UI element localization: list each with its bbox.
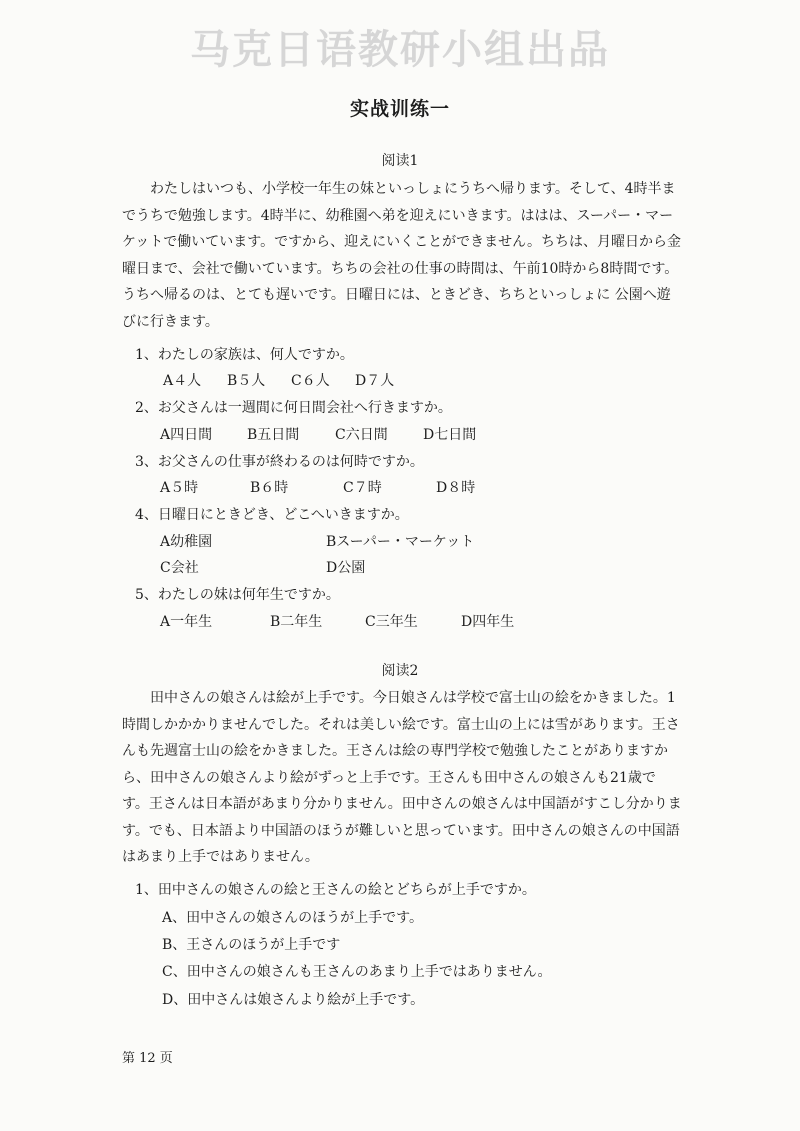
q5-option-a: A一年生 [160, 614, 213, 630]
q3-option-a: A５時 [160, 480, 199, 496]
q2-option-a: A四日間 [160, 427, 213, 443]
q3-option-c: C７時 [343, 480, 382, 496]
q3-option-d: D８時 [436, 480, 476, 496]
q4-option-d: D公園 [326, 560, 366, 576]
q2-option-c: C六日間 [335, 427, 388, 443]
r2-option-a: A、田中さんの娘さんのほうが上手です。 [162, 910, 423, 926]
q1-option-b: B５人 [227, 373, 266, 389]
q4-option-b: Bスーパー・マーケット [326, 534, 475, 550]
q3-option-b: B６時 [250, 480, 289, 496]
reading2-question-1: 1、田中さんの娘さんの絵と王さんの絵とどちらが上手ですか。 [135, 882, 536, 898]
r2-option-b: B、王さんのほうが上手です [162, 937, 341, 953]
q5-option-c: C三年生 [365, 614, 418, 630]
reading1-question-1: 1、わたしの家族は、何人ですか。 [135, 347, 354, 363]
reading2-passage-text: 田中さんの娘さんは絵が上手です。今日娘さんは学校で富士山の絵をかきました。1時間しかかかりませんでした。それは美しい絵です。富士山の上には雪があります。王さんも先週富士山の絵をかきました。王さんは絵の専門学校で勉強したことがありますから、田中さんの娘さんより絵がずっと上手です。王さんも田中さんの娘さんも21歳です。王さんは日本語があまり分かりません。田中さんの娘さんは中国語がすこし分かります。でも、日本語より中国語のほうが難しいと思っています。田中さんの娘さんの中国語はあまり上手ではありません。 [122, 690, 682, 865]
reading1-question-5: 5、わたしの妹は何年生ですか。 [135, 587, 340, 603]
r2-option-d: D、田中さんは娘さんより絵が上手です。 [162, 992, 425, 1008]
reading2-heading: 阅读2 [381, 663, 419, 679]
watermark: 马克日语教研小组出品 [190, 27, 610, 73]
q5-option-b: B二年生 [270, 614, 323, 630]
reading1-passage-text: わたしはいつも、小学校一年生の妹といっしょにうちへ帰ります。そして、4時半までうちで勉強します。4時半に、幼稚園へ弟を迎えにいきます。ははは、スーパー・マーケットで働いています。ですから、迎えにいくことができません。ちちは、月曜日から金曜日まで、会社で働いています。ちちの会社の仕事の時間は、午前10時から8時間です。うちへ帰るのは、とても遅いです。日曜日には、ときどき、ちちといっしょに 公園へ遊びに行きます。 [122, 181, 682, 330]
q1-option-d: D７人 [355, 373, 395, 389]
reading1-passage [122, 176, 682, 335]
reading1-heading: 阅读1 [381, 153, 419, 169]
q2-option-b: B五日間 [247, 427, 300, 443]
q2-option-d: D七日間 [423, 427, 477, 443]
page-title: 实战训练一 [349, 98, 450, 120]
reading1-question-3: 3、お父さんの仕事が終わるのは何時ですか。 [135, 454, 424, 470]
r2-option-c: C、田中さんの娘さんも王さんのあまり上手ではありません。 [162, 964, 552, 980]
q1-option-a: A４人 [163, 373, 202, 389]
q1-option-c: C６人 [291, 373, 330, 389]
q4-option-a: A幼稚園 [160, 534, 213, 550]
reading1-question-2: 2、お父さんは一週間に何日間会社へ行きますか。 [135, 400, 452, 416]
q5-option-d: D四年生 [461, 614, 515, 630]
reading1-question-4: 4、日曜日にときどき、どこへいきますか。 [135, 507, 409, 523]
page-number: 第 12 页 [122, 1051, 173, 1066]
reading2-passage [122, 685, 682, 871]
q4-option-c: C会社 [160, 560, 199, 576]
